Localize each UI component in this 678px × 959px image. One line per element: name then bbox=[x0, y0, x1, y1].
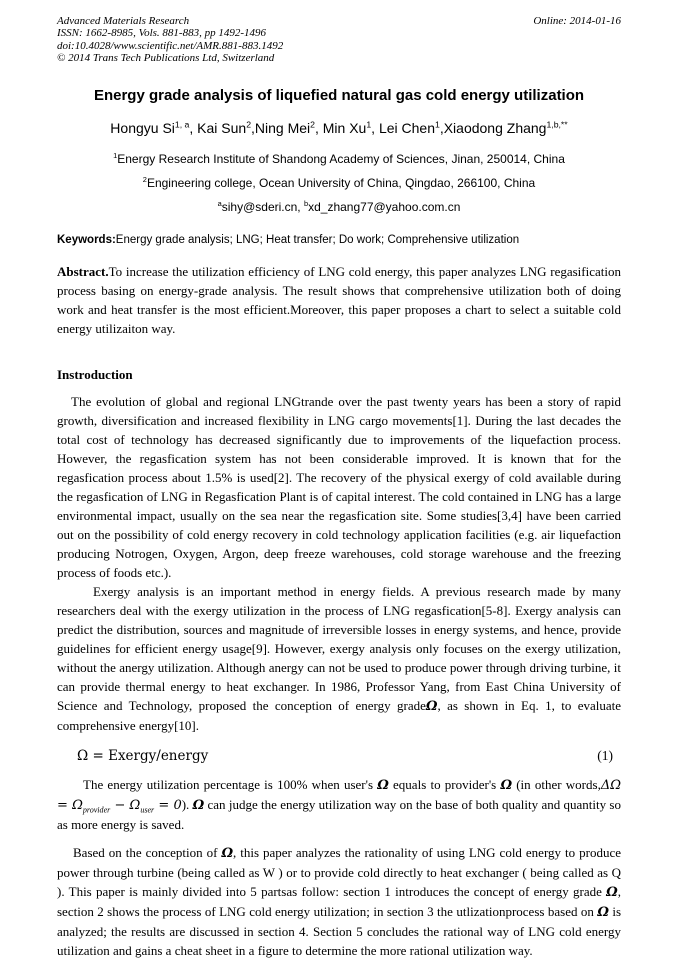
affiliation-line-2 bbox=[57, 176, 621, 190]
text-run: sihy@sderi.cn, bbox=[221, 200, 304, 215]
journal-header bbox=[57, 15, 621, 64]
keywords-line bbox=[57, 233, 621, 248]
text-run: b bbox=[303, 199, 309, 209]
text-run: is analyzed; the results are discussed in section 4. Section 5 concludes the rational way of LNG cold energy utilization and gains a cheat sheet in a figure to determine the more rational utilization way. bbox=[57, 904, 622, 959]
text-run: ,Ning Mei bbox=[251, 120, 311, 137]
text-run: Engineering college, Ocean University of China, Qingdao, 266100, China bbox=[146, 176, 536, 191]
text-run: Ω bbox=[221, 846, 234, 862]
text-run: Ω bbox=[192, 798, 205, 814]
email-line bbox=[57, 200, 621, 214]
paragraph-4 bbox=[57, 843, 621, 959]
abstract-paragraph bbox=[57, 262, 621, 338]
copyright-line: © 2014 Trans Tech Publications Ltd, Switzerland bbox=[57, 51, 275, 64]
text-run: Exergy analysis is an important method in energy fields. A previous research made by many researchers deal with the exergy utilization in the process of LNG regasfication[5-8]. Exergy analysis can predict the distribution, sources and magnitude of irreversible losses in energy systems, and hence, provide guidelines for efficient energy usage[9]. However, exergy analysis only focuses on the exergy utilization, without the anergy utilization. Although anergy can not be used to produce power through driving turbine, it can provide thermal energy to heat exchanger. In 1986, Professor Yang, from East China University of Science and Technology, proposed the conception of energy grade bbox=[57, 584, 621, 714]
text-run: equals to provider's bbox=[388, 777, 501, 793]
text-run: , this paper analyzes the rationality of using LNG cold energy to produce power through turbine (being called as W ) or to provide cold directly to heat exchanger ( being called as Q ). This paper is mainly divided into 5 partsas follow: section 1 introduces the concept of energy grade bbox=[57, 845, 621, 900]
text-run: − Ω bbox=[110, 798, 141, 814]
text-run: Ω bbox=[500, 778, 513, 794]
text-run: 2 bbox=[142, 175, 147, 185]
text-run: Energy Research Institute of Shandong Academy of Sciences, Jinan, 250014, China bbox=[117, 152, 565, 167]
text-run: , Kai Sun bbox=[189, 120, 247, 137]
paragraph-3 bbox=[57, 775, 621, 834]
text-run: Ω bbox=[425, 699, 438, 715]
text-run: Abstract. bbox=[57, 264, 109, 280]
text-run: , Min Xu bbox=[314, 120, 367, 137]
text-run: = 0 bbox=[154, 798, 182, 814]
text-run: ΔΩ = Ω bbox=[57, 778, 621, 814]
text-run: ,Xiaodong Zhang bbox=[439, 120, 547, 137]
text-run: To increase the utilization efficiency of LNG cold energy, this paper analyzes LNG regasification process basing on energy-grade analysis. The result shows that comprehensive utilization both of doing work and heat transfer is the most efficient.Moreover, this paper proposes a chart to select a suitable cold energy utilizaiton way. bbox=[57, 264, 621, 337]
text-run: 1 bbox=[435, 119, 440, 130]
online-date: Online: 2014-01-16 bbox=[533, 15, 621, 27]
text-run: Ω bbox=[597, 905, 609, 921]
equation-row bbox=[57, 747, 621, 765]
text-run: 1,b,** bbox=[546, 119, 568, 130]
journal-header-left bbox=[57, 15, 283, 64]
text-run: user bbox=[140, 805, 155, 815]
text-run: 2 bbox=[246, 119, 252, 130]
text-run: The evolution of global and regional LNGtrande over the past twenty years has been a story of rapid growth, diversification and increased flexibility in LNG cargo movements[1]. During the last decades the total cost of technology has decreased significantly due to improvements of the liquefaction process. However, the regasfication system has not been considerable improved. It is known that for the regasfication process about 1.5% is used[2]. The recovery of the physical exergy of cold available during the regasfication of LNG in Regasfication Plant is of capital interest. The cold contained in LNG has a large environmental impact, usually on the sea near the regasfication site. Some studies[3,4] have been carried out on the possibility of cold energy recovery in cold technology application facilities (e.g. air liquefaction producing Notrogen, Oxygen, Argon, deep freeze warehouses, cold storage warehouse and the freezing process of foods etc.). bbox=[57, 394, 621, 581]
text-run: Keywords: bbox=[57, 234, 116, 247]
text-run: Hongyu Si bbox=[110, 120, 175, 137]
text-run: 1 bbox=[113, 151, 118, 161]
text-run: provider bbox=[82, 805, 111, 815]
text-run: 2 bbox=[310, 119, 315, 130]
equation-number: (1) bbox=[597, 748, 613, 764]
affiliations-block bbox=[57, 152, 621, 214]
text-run: , as shown in Eq. 1, to evaluate comprehensive energy[10]. bbox=[57, 698, 621, 734]
doi-line: doi:10.4028/www.scientific.net/AMR.881-883.1492 bbox=[57, 39, 284, 52]
text-run: 1 bbox=[366, 119, 372, 130]
issn-line: ISSN: 1662-8985, Vols. 881-883, pp 1492-1496 bbox=[57, 27, 266, 40]
text-run: Ω bbox=[606, 885, 618, 901]
text-run: xd_zhang77@yahoo.com.cn bbox=[308, 200, 461, 215]
text-run: (in other words, bbox=[512, 777, 601, 793]
author-line bbox=[57, 118, 621, 138]
paragraph-2 bbox=[57, 582, 621, 735]
text-run: a bbox=[217, 199, 222, 209]
affiliation-line-1 bbox=[57, 152, 621, 166]
text-run: 1, a bbox=[174, 119, 190, 130]
text-run: can judge the energy utilization way on the base of both quality and quantity so as more energy is saved. bbox=[57, 797, 621, 833]
text-run: Ω bbox=[377, 778, 389, 794]
text-run: ). bbox=[181, 797, 193, 813]
text-run: , Lei Chen bbox=[371, 120, 435, 137]
text-run: The energy utilization percentage is 100% when user's bbox=[83, 777, 378, 793]
paper-title: Energy grade analysis of liquefied natural gas cold energy utilization bbox=[93, 87, 585, 105]
introduction-heading: Instroduction bbox=[57, 367, 133, 383]
equation: Ω = Exergy/energy bbox=[77, 748, 209, 765]
journal-name: Advanced Materials Research bbox=[57, 15, 190, 27]
paragraph-1 bbox=[57, 392, 621, 582]
text-run: , section 2 shows the process of LNG cold energy utilization; in section 3 the utlizationprocess based on bbox=[57, 884, 621, 920]
text-run: Energy grade analysis; LNG; Heat transfer; Do work; Comprehensive utilization bbox=[115, 234, 520, 247]
text-run: Based on the conception of bbox=[73, 845, 222, 861]
